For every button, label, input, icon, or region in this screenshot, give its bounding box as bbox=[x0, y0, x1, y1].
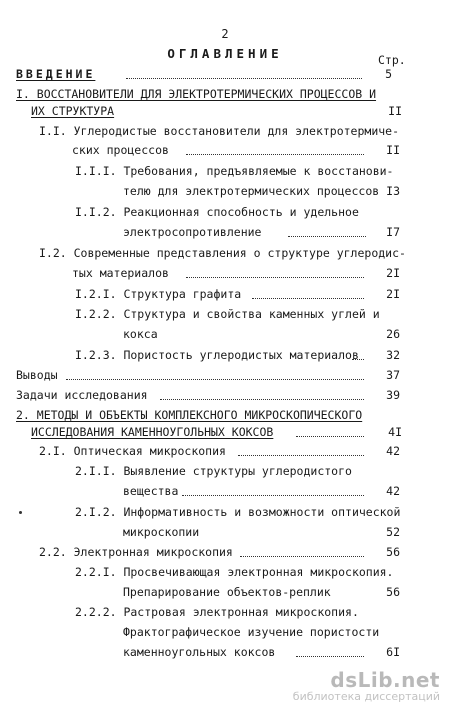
toc-leader bbox=[238, 455, 364, 456]
toc-page-number: 42 bbox=[386, 444, 400, 458]
toc-page-number: 32 bbox=[386, 348, 400, 362]
toc-entry-chapter-2: 2. МЕТОДЫ И ОБЪЕКТЫ КОМПЛЕКСНОГО МИКРОСКОПИЧЕСКОГО bbox=[16, 408, 363, 422]
toc-entry-2-2-2-cont: Фрактографическое изучение пористости bbox=[123, 625, 380, 639]
toc-entry-chapter-1: I. ВОССТАНОВИТЕЛИ ДЛЯ ЭЛЕКТРОТЕРМИЧЕСКИХ ПРОЦЕССОВ И bbox=[16, 87, 377, 101]
toc-page-number: 6I bbox=[386, 645, 400, 659]
toc-page-number: 42 bbox=[386, 484, 400, 498]
toc-page-number: I7 bbox=[386, 225, 400, 239]
toc-page-number: 2I bbox=[386, 287, 400, 301]
toc-page-number: I3 bbox=[386, 184, 400, 198]
toc-leader bbox=[186, 154, 364, 155]
toc-entry-2-2-2: 2.2.2. Растровая электронная микроскопия. bbox=[75, 605, 359, 619]
document-title: ОГЛАВЛЕНИЕ bbox=[167, 46, 283, 61]
toc-entry-introduction: ВВЕДЕНИЕ bbox=[16, 67, 96, 81]
watermark-logo: dsLib.net bbox=[330, 668, 440, 692]
toc-entry-section-1-2-cont: тых материалов bbox=[72, 266, 169, 280]
toc-page-number: 2I bbox=[386, 266, 400, 280]
toc-leader bbox=[296, 436, 364, 437]
toc-entry-1-2-3: I.2.3. Пористость углеродистых материалов bbox=[75, 348, 359, 362]
toc-entry-research-tasks: Задачи исследования bbox=[16, 388, 148, 402]
toc-page-number: II bbox=[388, 104, 402, 118]
toc-entry-1-1-2: I.I.2. Реакционная способность и удельное bbox=[75, 205, 359, 219]
toc-leader bbox=[252, 298, 364, 299]
toc-entry-section-2-1: 2.I. Оптическая микроскопия bbox=[39, 444, 226, 458]
toc-page-number: 56 bbox=[386, 585, 400, 599]
page-column-label: Стр. bbox=[378, 53, 406, 67]
toc-entry-chapter-1-cont: ИХ СТРУКТУРА bbox=[31, 104, 115, 118]
toc-leader bbox=[240, 556, 364, 557]
toc-leader bbox=[296, 656, 364, 657]
toc-leader bbox=[352, 359, 364, 360]
toc-entry-2-2-1: 2.2.I. Просвечивающая электронная микроскопия. bbox=[75, 565, 394, 579]
toc-leader bbox=[288, 236, 366, 237]
toc-page-number: 37 bbox=[386, 368, 400, 382]
toc-entry-section-1-1-cont: ских процессов bbox=[72, 143, 169, 157]
toc-page-number: II bbox=[386, 143, 400, 157]
toc-entry-2-1-1-cont: вещества bbox=[123, 484, 179, 498]
toc-entry-2-1-1: 2.I.I. Выявление структуры углеродистого bbox=[75, 464, 352, 478]
toc-entry-1-1-1-cont: телю для электротермических процессов bbox=[123, 184, 380, 198]
toc-entry-section-1-2: I.2. Современные представления о структуре углеродис- bbox=[39, 246, 406, 260]
toc-entry-section-1-1: I.I. Углеродистые восстановители для электротермиче- bbox=[39, 124, 400, 138]
toc-leader bbox=[66, 379, 364, 380]
toc-leader bbox=[126, 78, 362, 79]
toc-entry-1-2-2-cont: кокса bbox=[123, 327, 158, 341]
toc-leader bbox=[160, 399, 364, 400]
page-number: 2 bbox=[221, 27, 229, 41]
toc-entry-1-2-2: I.2.2. Структура и свойства каменных углей и bbox=[75, 307, 380, 321]
toc-page-number: 52 bbox=[386, 525, 400, 539]
toc-entry-1-1-2-cont: электросопротивление bbox=[123, 225, 262, 239]
toc-leader bbox=[186, 277, 364, 278]
toc-leader bbox=[182, 495, 364, 496]
toc-page-number: 5 bbox=[385, 67, 392, 81]
toc-page-number: 26 bbox=[386, 327, 400, 341]
toc-entry-section-2-2: 2.2. Электронная микроскопия bbox=[39, 545, 233, 559]
toc-entry-2-1-2-cont: микроскопии bbox=[123, 525, 200, 539]
toc-page-number: 39 bbox=[386, 388, 400, 402]
scan-speck bbox=[19, 511, 22, 514]
toc-entry-conclusions: Выводы bbox=[16, 368, 58, 382]
watermark-subtitle: библиотека диссертаций bbox=[292, 690, 440, 703]
toc-entry-2-1-2: 2.I.2. Информативность и возможности оптической bbox=[75, 505, 401, 519]
toc-page-number: 56 bbox=[386, 545, 400, 559]
toc-entry-2-2-1-cont: Препарирование объектов-реплик bbox=[123, 585, 331, 599]
toc-entry-2-2-2-cont2: каменноугольных коксов bbox=[123, 645, 276, 659]
toc-entry-1-1-1: I.I.I. Требования, предъявляемые к восстанови- bbox=[75, 164, 394, 178]
toc-entry-chapter-2-cont: ИССЛЕДОВАНИЯ КАМЕННОУГОЛЬНЫХ КОКСОВ bbox=[31, 425, 274, 439]
watermark bbox=[293, 668, 440, 703]
toc-entry-1-2-1: I.2.I. Структура графита bbox=[75, 287, 242, 301]
toc-page-number: 4I bbox=[388, 425, 402, 439]
